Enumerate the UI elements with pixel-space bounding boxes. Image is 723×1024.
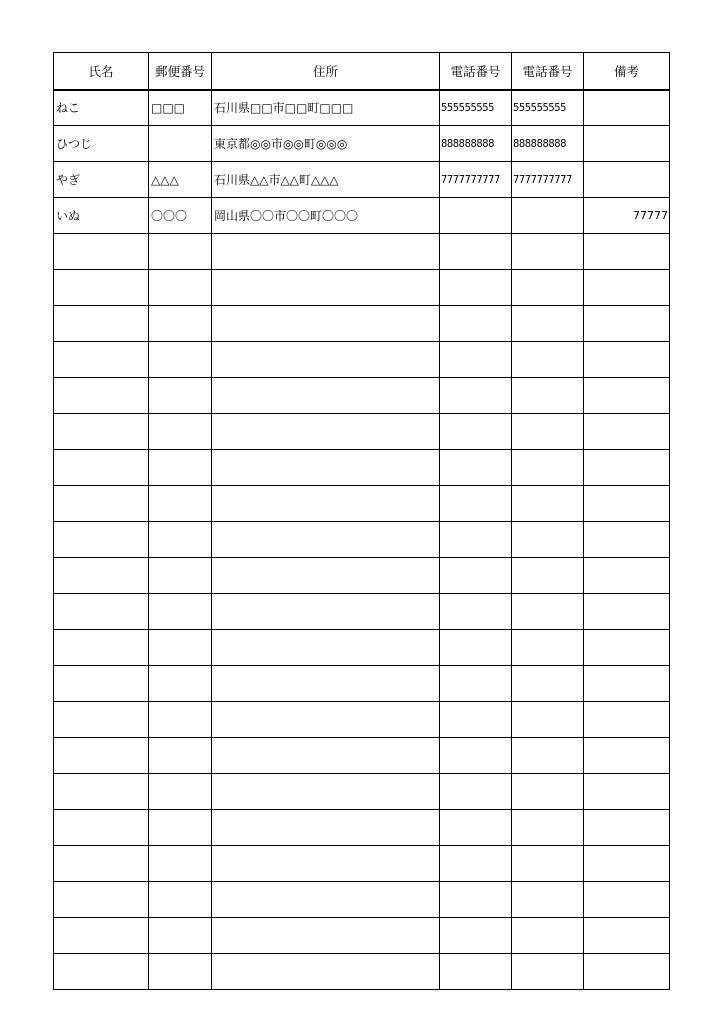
cell-phone-2 <box>512 702 584 738</box>
cell-phone-1 <box>440 954 512 990</box>
cell-phone-2: 7777777777 <box>512 162 584 198</box>
cell-address <box>212 666 440 702</box>
header-name: 氏名 <box>54 53 149 90</box>
cell-name <box>54 522 149 558</box>
cell-postal-code <box>149 486 212 522</box>
cell-phone-2 <box>512 954 584 990</box>
cell-notes <box>584 702 670 738</box>
cell-phone-1 <box>440 306 512 342</box>
address-book-table <box>53 52 670 990</box>
cell-postal-code <box>149 702 212 738</box>
table-row <box>54 594 670 630</box>
cell-phone-1 <box>440 918 512 954</box>
table-row <box>54 486 670 522</box>
cell-name: やぎ <box>54 162 149 198</box>
cell-name <box>54 486 149 522</box>
cell-phone-1: 7777777777 <box>440 162 512 198</box>
cell-phone-1 <box>440 702 512 738</box>
cell-postal-code <box>149 342 212 378</box>
cell-address <box>212 342 440 378</box>
cell-address <box>212 630 440 666</box>
cell-notes <box>584 90 670 126</box>
cell-phone-2 <box>512 558 584 594</box>
table-row <box>54 270 670 306</box>
cell-notes <box>584 342 670 378</box>
cell-phone-1 <box>440 882 512 918</box>
cell-address <box>212 846 440 882</box>
cell-name <box>54 702 149 738</box>
cell-phone-1 <box>440 810 512 846</box>
cell-notes <box>584 630 670 666</box>
cell-postal-code <box>149 378 212 414</box>
cell-address: 石川県△△市△△町△△△ <box>212 162 440 198</box>
cell-phone-1 <box>440 414 512 450</box>
cell-name: いぬ <box>54 198 149 234</box>
table-row <box>54 918 670 954</box>
cell-postal-code <box>149 234 212 270</box>
cell-phone-2 <box>512 738 584 774</box>
cell-name <box>54 882 149 918</box>
table-row <box>54 738 670 774</box>
cell-phone-2 <box>512 846 584 882</box>
cell-notes <box>584 594 670 630</box>
cell-address <box>212 954 440 990</box>
cell-postal-code <box>149 558 212 594</box>
table-row <box>54 198 670 234</box>
cell-notes <box>584 234 670 270</box>
cell-postal-code: △△△ <box>149 162 212 198</box>
cell-postal-code <box>149 918 212 954</box>
cell-phone-2 <box>512 918 584 954</box>
cell-address <box>212 450 440 486</box>
cell-postal-code: □□□ <box>149 90 212 126</box>
table-row <box>54 810 670 846</box>
cell-notes <box>584 954 670 990</box>
cell-address: 石川県□□市□□町□□□ <box>212 90 440 126</box>
cell-phone-1 <box>440 270 512 306</box>
cell-name <box>54 918 149 954</box>
table-row <box>54 162 670 198</box>
table-row <box>54 954 670 990</box>
table-row <box>54 666 670 702</box>
table-row <box>54 126 670 162</box>
cell-address <box>212 306 440 342</box>
cell-name <box>54 342 149 378</box>
cell-phone-2 <box>512 522 584 558</box>
cell-postal-code <box>149 954 212 990</box>
cell-notes <box>584 126 670 162</box>
table-row <box>54 234 670 270</box>
cell-phone-1 <box>440 342 512 378</box>
cell-name <box>54 306 149 342</box>
cell-address <box>212 558 440 594</box>
cell-name <box>54 270 149 306</box>
cell-notes <box>584 846 670 882</box>
cell-phone-2 <box>512 378 584 414</box>
cell-notes <box>584 558 670 594</box>
cell-notes <box>584 486 670 522</box>
cell-phone-1: 888888888 <box>440 126 512 162</box>
cell-address <box>212 270 440 306</box>
cell-notes <box>584 378 670 414</box>
header-notes: 備考 <box>584 53 670 90</box>
cell-postal-code <box>149 810 212 846</box>
cell-postal-code <box>149 306 212 342</box>
cell-name <box>54 954 149 990</box>
header-phone-2: 電話番号 <box>512 53 584 90</box>
table-row <box>54 378 670 414</box>
cell-name <box>54 594 149 630</box>
cell-name <box>54 630 149 666</box>
cell-phone-1: 555555555 <box>440 90 512 126</box>
cell-name: ねこ <box>54 90 149 126</box>
cell-phone-2 <box>512 234 584 270</box>
table-row <box>54 450 670 486</box>
cell-postal-code <box>149 846 212 882</box>
table-row <box>54 702 670 738</box>
cell-notes: 77777 <box>584 198 670 234</box>
cell-phone-2 <box>512 594 584 630</box>
cell-address <box>212 486 440 522</box>
cell-address <box>212 234 440 270</box>
cell-address <box>212 594 440 630</box>
header-postal-code: 郵便番号 <box>149 53 212 90</box>
cell-address: 東京都◎◎市◎◎町◎◎◎ <box>212 126 440 162</box>
cell-notes <box>584 918 670 954</box>
cell-address <box>212 918 440 954</box>
cell-postal-code <box>149 666 212 702</box>
cell-notes <box>584 450 670 486</box>
table-row <box>54 846 670 882</box>
cell-phone-1 <box>440 450 512 486</box>
cell-postal-code <box>149 774 212 810</box>
cell-postal-code: 〇〇〇 <box>149 198 212 234</box>
table-row <box>54 522 670 558</box>
cell-postal-code <box>149 738 212 774</box>
cell-phone-1 <box>440 522 512 558</box>
cell-name: ひつじ <box>54 126 149 162</box>
cell-phone-2 <box>512 270 584 306</box>
table-row <box>54 342 670 378</box>
cell-address: 岡山県〇〇市〇〇町〇〇〇 <box>212 198 440 234</box>
cell-phone-2 <box>512 306 584 342</box>
cell-phone-2 <box>512 486 584 522</box>
cell-phone-1 <box>440 198 512 234</box>
cell-phone-2 <box>512 810 584 846</box>
cell-phone-2 <box>512 198 584 234</box>
cell-phone-2: 555555555 <box>512 90 584 126</box>
cell-notes <box>584 306 670 342</box>
cell-name <box>54 558 149 594</box>
cell-notes <box>584 162 670 198</box>
cell-notes <box>584 774 670 810</box>
cell-phone-1 <box>440 558 512 594</box>
cell-address <box>212 774 440 810</box>
cell-phone-2 <box>512 774 584 810</box>
cell-name <box>54 234 149 270</box>
cell-phone-2 <box>512 450 584 486</box>
cell-phone-1 <box>440 630 512 666</box>
cell-address <box>212 522 440 558</box>
cell-name <box>54 450 149 486</box>
cell-address <box>212 414 440 450</box>
cell-phone-2 <box>512 666 584 702</box>
cell-notes <box>584 270 670 306</box>
cell-address <box>212 882 440 918</box>
header-address: 住所 <box>212 53 440 90</box>
cell-phone-1 <box>440 486 512 522</box>
cell-phone-2 <box>512 630 584 666</box>
table-row <box>54 414 670 450</box>
cell-postal-code <box>149 414 212 450</box>
cell-name <box>54 414 149 450</box>
table-row <box>54 90 670 126</box>
cell-phone-1 <box>440 846 512 882</box>
cell-notes <box>584 666 670 702</box>
cell-address <box>212 702 440 738</box>
cell-name <box>54 810 149 846</box>
cell-postal-code <box>149 630 212 666</box>
cell-address <box>212 378 440 414</box>
table-row <box>54 630 670 666</box>
cell-phone-1 <box>440 774 512 810</box>
cell-phone-1 <box>440 738 512 774</box>
cell-postal-code <box>149 522 212 558</box>
header-phone-1: 電話番号 <box>440 53 512 90</box>
cell-phone-1 <box>440 594 512 630</box>
cell-name <box>54 666 149 702</box>
cell-postal-code <box>149 450 212 486</box>
cell-name <box>54 738 149 774</box>
cell-address <box>212 738 440 774</box>
header-row <box>54 53 670 90</box>
cell-phone-2 <box>512 882 584 918</box>
cell-phone-2 <box>512 414 584 450</box>
cell-name <box>54 846 149 882</box>
table-row <box>54 558 670 594</box>
cell-postal-code <box>149 594 212 630</box>
table-row <box>54 774 670 810</box>
cell-name <box>54 378 149 414</box>
table-body <box>54 90 670 990</box>
cell-notes <box>584 810 670 846</box>
cell-postal-code <box>149 882 212 918</box>
cell-phone-1 <box>440 234 512 270</box>
cell-phone-2: 888888888 <box>512 126 584 162</box>
cell-phone-1 <box>440 378 512 414</box>
cell-notes <box>584 522 670 558</box>
cell-notes <box>584 882 670 918</box>
cell-postal-code <box>149 126 212 162</box>
cell-notes <box>584 414 670 450</box>
cell-phone-2 <box>512 342 584 378</box>
cell-address <box>212 810 440 846</box>
cell-postal-code <box>149 270 212 306</box>
cell-notes <box>584 738 670 774</box>
cell-phone-1 <box>440 666 512 702</box>
cell-name <box>54 774 149 810</box>
table-row <box>54 882 670 918</box>
table-row <box>54 306 670 342</box>
